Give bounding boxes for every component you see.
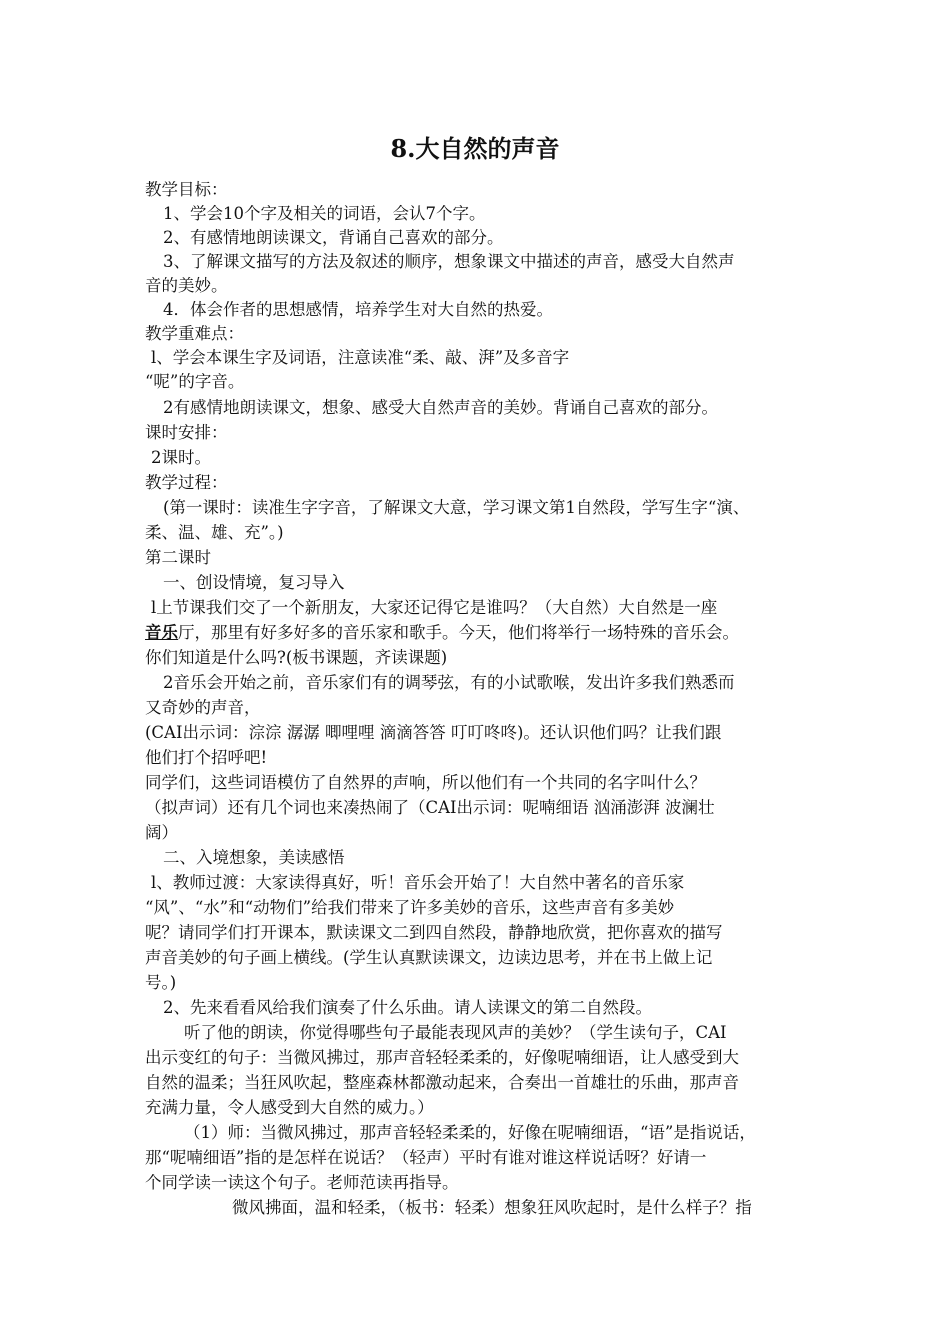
- section-heading: 教学重难点：: [145, 324, 244, 343]
- paragraph-line: l、教师过渡：大家读得真好，听！音乐会开始了！大自然中著名的音乐家: [151, 873, 685, 892]
- section-heading: 第二课时: [145, 548, 211, 567]
- paragraph-line: 4．体会作者的思想感情，培养学生对大自然的热爱。: [163, 300, 553, 319]
- paragraph-line: 2音乐会开始之前，音乐家们有的调琴弦，有的小试歌喉，发出许多我们熟悉而: [163, 673, 735, 692]
- paragraph-line: （1）师：当微风拂过，那声音轻轻柔柔的，好像在呢喃细语，“语”是指说话，: [184, 1123, 756, 1142]
- paragraph-line: 个同学读一读这个句子。老师范读再指导。: [145, 1173, 459, 1192]
- paragraph-line: “呢”的字音。: [145, 372, 245, 391]
- paragraph-line: 出示变红的句子：当微风拂过，那声音轻轻柔柔的，好像呢喃细语，让人感受到大: [145, 1048, 739, 1067]
- paragraph-line: 二、入境想象，美读感悟: [163, 848, 345, 867]
- paragraph-line: 充满力量，令人感受到大自然的威力。）: [145, 1098, 434, 1117]
- paragraph-line: 又奇妙的声音，: [145, 698, 261, 717]
- paragraph-line: 那“呢喃细语”指的是怎样在说话？（轻声）平时有谁对谁这样说话呀？好请一: [145, 1148, 707, 1167]
- page-title: 8.大自然的声音: [390, 134, 560, 163]
- paragraph-line: 柔、温、雄、充”。): [145, 523, 284, 542]
- paragraph-line: 1、学会10个字及相关的词语，会认7个字。: [163, 204, 486, 223]
- paragraph-line: (第一课时：读准生字字音，了解课文大意，学习课文第1自然段，学写生字“演、: [163, 498, 750, 517]
- paragraph-line: 一、创设情境，复习导入: [163, 573, 345, 592]
- paragraph-line: 同学们，这些词语模仿了自然界的声响，所以他们有一个共同的名字叫什么？: [145, 773, 706, 792]
- paragraph-line: 2、有感情地朗读课文，背诵自己喜欢的部分。: [163, 228, 504, 247]
- section-heading: 教学过程：: [145, 473, 228, 492]
- paragraph-line: 他们打个招呼吧!: [145, 748, 268, 767]
- paragraph-line: l、学会本课生字及词语，注意读准“柔、敲、湃”及多音字: [151, 348, 570, 367]
- paragraph-line: （拟声词）还有几个词也来凑热闹了（CAI出示词：呢喃细语 汹涌澎湃 波澜壮: [145, 798, 715, 817]
- paragraph-line: 声音美妙的句子画上横线。(学生认真默读课文，边读边思考，并在书上做上记: [145, 948, 713, 967]
- section-heading: 教学目标：: [145, 180, 228, 199]
- paragraph-line: [145, 621, 739, 645]
- paragraph-line: 3、了解课文描写的方法及叙述的顺序，想象课文中描述的声音，感受大自然声: [163, 252, 735, 271]
- paragraph-line: 微风拂面，温和轻柔，（板书：轻柔）想象狂风吹起时，是什么样子？指: [232, 1198, 752, 1217]
- paragraph-line: 2有感情地朗读课文，想象、感受大自然声音的美妙。背诵自己喜欢的部分。: [163, 398, 718, 417]
- section-heading: 课时安排：: [145, 423, 228, 442]
- paragraph-line: 听了他的朗读，你觉得哪些句子最能表现风声的美妙？（学生读句子，CAI: [184, 1023, 727, 1042]
- paragraph-line: (CAI出示词：淙淙 潺潺 唧哩哩 滴滴答答 叮叮咚咚)。还认识他们吗？让我们跟: [145, 723, 722, 742]
- paragraph-line: 阔）: [145, 823, 178, 842]
- paragraph-line: 呢？请同学们打开课本，默读课文二到四自然段，静静地欣赏，把你喜欢的描写: [145, 923, 723, 942]
- paragraph-line: 2、先来看看风给我们演奏了什么乐曲。请人读课文的第二自然段。: [163, 998, 652, 1017]
- paragraph-line: 号。): [145, 973, 177, 992]
- paragraph-line: 2课时。: [151, 448, 211, 467]
- paragraph-text: 厅，那里有好多好多的音乐家和歌手。今天，他们将举行一场特殊的音乐会。: [178, 623, 739, 642]
- paragraph-line: 自然的温柔；当狂风吹起，整座森林都激动起来，合奏出一首雄壮的乐曲，那声音: [145, 1073, 739, 1092]
- paragraph-line: 音的美妙。: [145, 276, 228, 295]
- paragraph-line: “风”、“水”和“动物们”给我们带来了许多美妙的音乐，这些声音有多美妙: [145, 898, 675, 917]
- paragraph-line: l上节课我们交了一个新朋友，大家还记得它是谁吗？（大自然）大自然是一座: [151, 598, 718, 617]
- underlined-word: 音乐: [145, 623, 178, 642]
- paragraph-line: 你们知道是什么吗?(板书课题，齐读课题): [145, 648, 448, 667]
